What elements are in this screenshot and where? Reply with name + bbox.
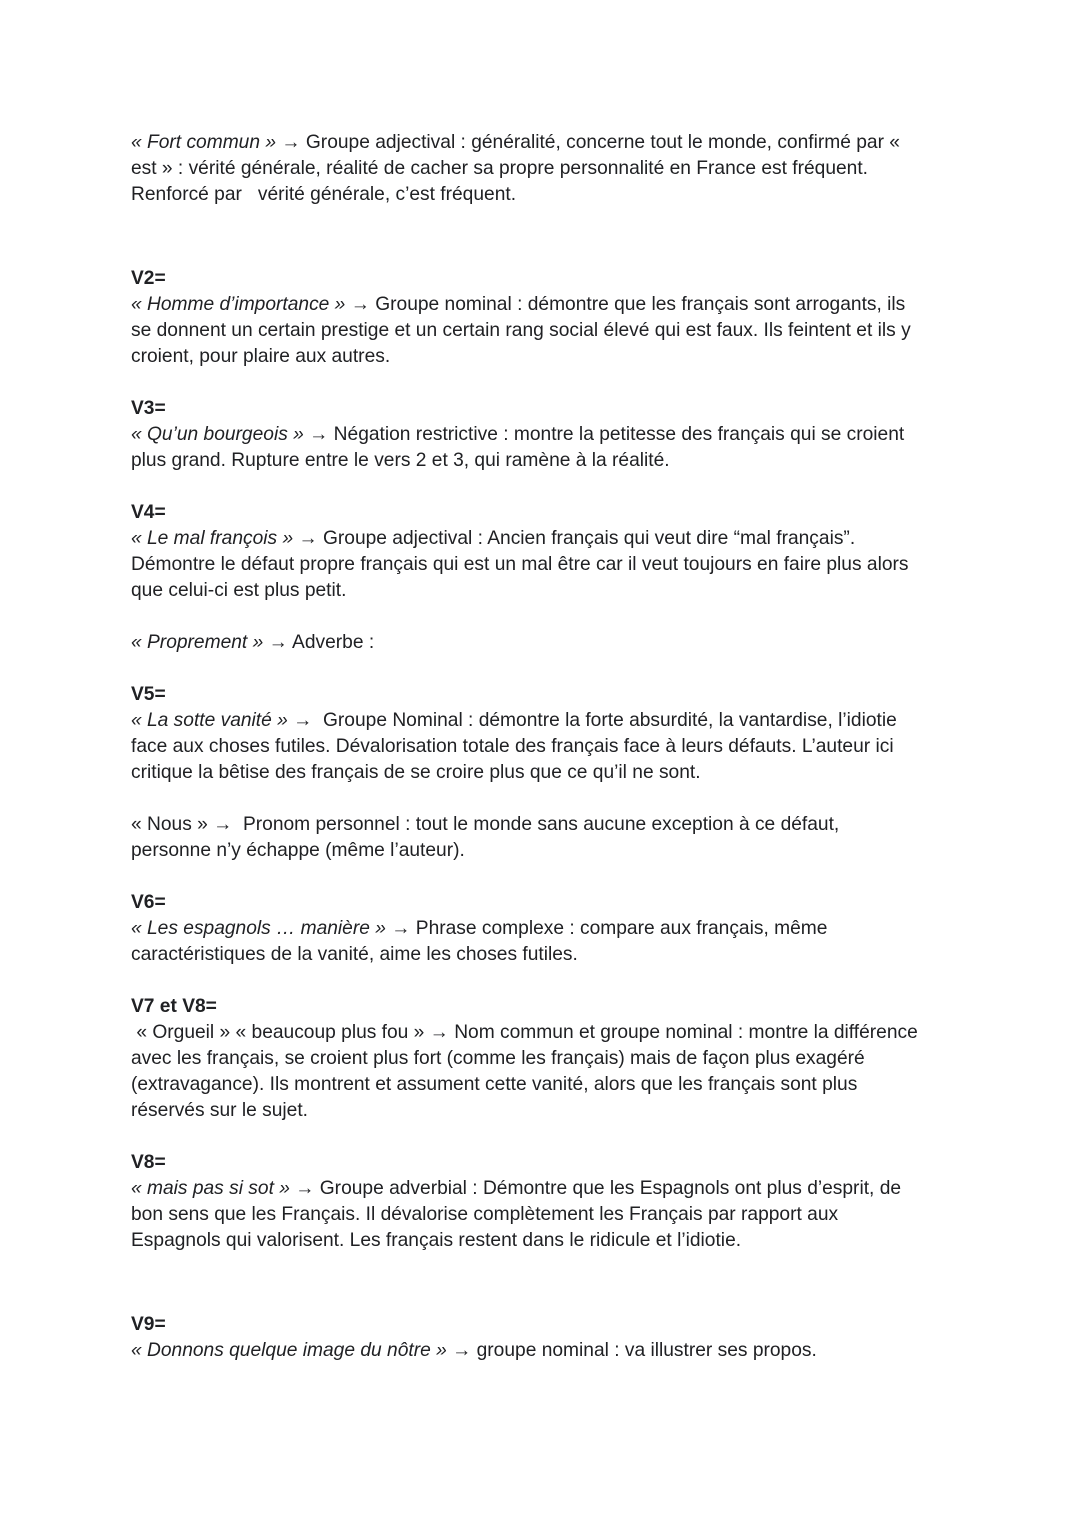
- v8-line-3: Espagnols qui valorisent. Les français restent dans le ridicule et l’idiotie.: [131, 1230, 742, 1251]
- v4-quote: « Le mal françois »: [131, 528, 294, 549]
- intro-line-3: Renforcé par vérité générale, c’est fréquent.: [131, 184, 517, 205]
- section-v4: [131, 500, 961, 656]
- v7v8-line-3: (extravagance). Ils montrent et assument cette vanité, alors que les français sont plus: [131, 1074, 858, 1095]
- v3-line-2: plus grand. Rupture entre le vers 2 et 3, qui ramène à la réalité.: [131, 450, 670, 471]
- section-v9: [131, 1312, 961, 1364]
- section-v8: [131, 1150, 961, 1254]
- v8-line-2: bon sens que les Français. Il dévalorise complètement les Français par rapport aux: [131, 1204, 839, 1225]
- v7v8-line-2: avec les français, se croient plus fort (comme les français) mais de façon plus exagéré: [131, 1048, 865, 1069]
- intro-line-2: est » : vérité générale, réalité de cacher sa propre personnalité en France est fréquent.: [131, 158, 869, 179]
- v2-line-3: croient, pour plaire aux autres.: [131, 346, 391, 367]
- section-v3: [131, 396, 961, 474]
- v3-line-1: « Qu’un bourgeois » → Négation restrictive : montre la petitesse des français qui se croient: [131, 424, 905, 445]
- v5-line-3: critique la bêtise des français de se croire plus que ce qu’il ne sont.: [131, 762, 701, 783]
- section-heading: V4=: [131, 502, 166, 523]
- section-heading: V3=: [131, 398, 166, 419]
- v9-quote: « Donnons quelque image du nôtre »: [131, 1340, 447, 1361]
- intro-line-1: « Fort commun » → Groupe adjectival : généralité, concerne tout le monde, confirmé par «: [131, 132, 900, 153]
- section-heading: V9=: [131, 1314, 166, 1335]
- v7v8-line-4: réservés sur le sujet.: [131, 1100, 309, 1121]
- section-v2: [131, 266, 961, 370]
- v2-line-1: « Homme d’importance » → Groupe nominal : démontre que les français sont arrogants, ils: [131, 294, 906, 315]
- v5-quote: « La sotte vanité »: [131, 710, 288, 731]
- v4-line-2: Démontre le défaut propre français qui est un mal être car il veut toujours en faire plus alors: [131, 554, 909, 575]
- section-heading: V5=: [131, 684, 166, 705]
- section-heading: V7 et V8=: [131, 996, 217, 1017]
- section-heading: V8=: [131, 1152, 166, 1173]
- v7v8-line-1: « Orgueil » « beaucoup plus fou » → Nom commun et groupe nominal : montre la différence: [131, 1022, 918, 1043]
- v5-line-1: « La sotte vanité » → Groupe Nominal : démontre la forte absurdité, la vantardise, l’idiotie: [131, 710, 897, 731]
- v3-quote: « Qu’un bourgeois »: [131, 424, 304, 445]
- v4-line-1: « Le mal françois » → Groupe adjectival : Ancien français qui veut dire “mal français”.: [131, 528, 856, 549]
- v6-line-2: caractéristiques de la vanité, aime les choses futiles.: [131, 944, 578, 965]
- v8-quote: « mais pas si sot »: [131, 1178, 290, 1199]
- section-v5: [131, 682, 961, 864]
- v2-line-2: se donnent un certain prestige et un certain rang social élevé qui est faux. Ils feintent et ils y: [131, 320, 911, 341]
- section-heading: V6=: [131, 892, 166, 913]
- section-v7-v8: [131, 994, 961, 1124]
- v6-line-1: « Les espagnols … manière » → Phrase complexe : compare aux français, même: [131, 918, 828, 939]
- v6-quote: « Les espagnols … manière »: [131, 918, 386, 939]
- v5-extra-line-1: « Nous » → Pronom personnel : tout le monde sans aucune exception à ce défaut,: [131, 814, 840, 835]
- intro-block: [131, 130, 961, 208]
- v4-extra-quote: « Proprement »: [131, 632, 264, 653]
- section-heading: V2=: [131, 268, 166, 289]
- v4-extra-line: « Proprement » → Adverbe :: [131, 632, 375, 653]
- document-page: [131, 130, 961, 1364]
- intro-quote: « Fort commun »: [131, 132, 277, 153]
- v5-line-2: face aux choses futiles. Dévalorisation totale des français face à leurs défauts. L’auteur ici: [131, 736, 894, 757]
- v4-line-3: que celui-ci est plus petit.: [131, 580, 347, 601]
- v2-quote: « Homme d’importance »: [131, 294, 346, 315]
- v9-line-1: « Donnons quelque image du nôtre » → groupe nominal : va illustrer ses propos.: [131, 1340, 817, 1361]
- v5-extra-line-2: personne n’y échappe (même l’auteur).: [131, 840, 465, 861]
- section-v6: [131, 890, 961, 968]
- v8-line-1: « mais pas si sot » → Groupe adverbial : Démontre que les Espagnols ont plus d’esprit, de: [131, 1178, 902, 1199]
